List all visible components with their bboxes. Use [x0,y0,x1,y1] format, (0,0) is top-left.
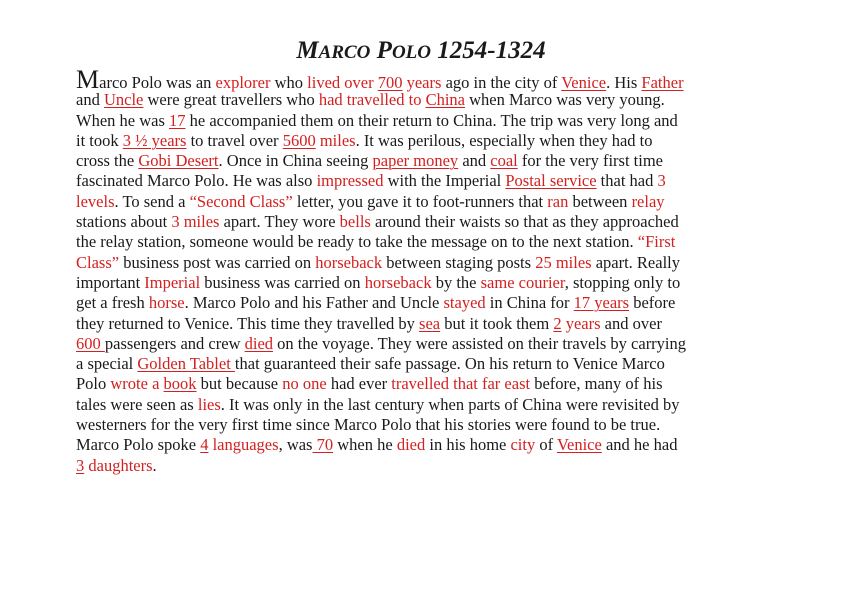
highlighted-term: 3 [657,171,666,191]
text-line [76,334,788,354]
text-line [76,374,788,394]
text-segment: and he had [601,435,678,455]
highlighted-term: wrote a [110,374,164,394]
highlighted-term: impressed [316,171,384,191]
text-segment: passengers and crew [104,333,245,353]
text-line [76,111,788,131]
text-segment: ago in the city of [441,73,562,92]
text-line [76,314,788,334]
text-segment: had ever [326,374,392,394]
highlighted-term: Postal service [505,171,597,191]
text-segment: and over [600,313,662,333]
text-segment: important [76,272,145,292]
text-segment: . It was only in the last century when parts of China were revisited by [220,394,680,414]
highlighted-term: stayed [443,293,486,313]
text-segment: . Once in China seeing [218,151,373,171]
highlighted-term: horseback [315,252,383,272]
text-segment: but it took them [440,313,554,333]
highlighted-term: 4 [200,435,209,455]
highlighted-term: coal [490,151,518,171]
highlighted-term: paper money [372,151,459,171]
text-segment: the relay station, someone would be ready to take the message on to the next station. [76,232,638,252]
highlighted-term: levels [76,191,115,211]
text-line [76,131,788,151]
highlighted-term: city [510,435,536,455]
text-segment: and [458,151,491,171]
highlighted-term: had travelled to [318,90,426,110]
highlighted-term: explorer [215,73,271,92]
text-segment: he accompanied them on their return to China. The trip was very long and [185,110,678,130]
text-segment: . [152,455,157,475]
text-segment: in China for [485,293,574,313]
highlighted-term: sea [419,313,441,333]
text-segment: westerners for the very first time since Marco Polo that his stories were found to be true. [76,415,661,435]
highlighted-term: China [425,90,466,110]
highlighted-term: same courier [480,272,565,292]
text-segment: in his home [425,435,511,455]
text-segment: when he [333,435,397,455]
text-segment: cross the [76,151,139,171]
text-segment: . Marco Polo and his Father and Uncle [184,293,444,313]
text-segment: between [568,191,632,211]
text-line [76,192,788,212]
text-line [76,90,788,110]
text-line [76,395,788,415]
text-line [76,415,788,435]
title-initial-p: P [376,37,392,64]
highlighted-term: Golden Tablet [137,354,235,374]
text-segment: apart. They wore [219,212,340,232]
highlighted-term: miles [319,130,356,150]
highlighted-term: “First [637,232,676,252]
text-segment: for the very first time [517,151,663,171]
highlighted-term: lies [197,394,221,414]
article-body [76,65,788,476]
highlighted-term: Father [641,73,684,92]
text-segment: , stopping only to [564,272,681,292]
highlighted-term: years [565,313,601,333]
text-line [76,232,788,252]
text-segment: when Marco was very young. [465,90,665,110]
title-initial-m: M [296,37,319,64]
highlighted-term: died [396,435,426,455]
highlighted-term: Imperial [144,272,201,292]
text-segment: stations about [76,212,172,232]
highlighted-term: “Second Class” [189,191,293,211]
highlighted-term: lived over [307,73,374,92]
highlighted-term: Venice [556,435,602,455]
text-line [76,212,788,232]
text-segment: but because [196,374,283,394]
highlighted-term: 2 [553,313,562,333]
text-segment: before, many of his [530,374,663,394]
text-segment: Marco Polo was an [76,65,216,94]
page-title [0,36,842,68]
text-segment: When he was [76,110,170,130]
text-segment: it took [76,130,123,150]
text-segment: get a fresh [76,293,149,313]
highlighted-term: book [163,374,197,394]
highlighted-term: 600 [76,333,105,353]
highlighted-term: 25 miles [535,252,592,272]
highlighted-term: years [406,73,442,92]
highlighted-term: daughters [88,455,153,475]
text-segment: that had [596,171,658,191]
text-segment: , was [278,435,313,455]
text-segment: on the voyage. They were assisted on their travels by carrying [273,333,687,353]
highlighted-term: ran [547,191,569,211]
highlighted-term: travelled that far east [391,374,531,394]
text-segment: they returned to Venice. This time they travelled by [76,313,420,333]
text-segment: between staging posts [382,252,536,272]
text-segment: with the Imperial [383,171,506,191]
text-segment: were great travellers who [143,90,319,110]
highlighted-term: horseback [364,272,432,292]
title-years: 1254-1324 [437,37,546,64]
highlighted-term: bells [339,212,371,232]
text-line [76,171,788,191]
text-segment: before [629,293,676,313]
text-line [76,65,788,94]
text-segment: of [535,435,557,455]
title-word-arco: ARCO [318,42,371,63]
highlighted-term: 17 years [573,293,630,313]
text-segment: . It was perilous, especially when they had to [355,130,653,150]
text-line [76,253,788,273]
text-segment: that guaranteed their safe passage. On his return to Venice Marco [234,354,665,374]
text-line [76,435,788,455]
highlighted-term: 17 [169,110,186,130]
text-line [76,151,788,171]
text-segment: Marco Polo spoke [76,435,201,455]
highlighted-term: 700 [377,73,403,92]
text-line [76,293,788,313]
highlighted-term: no one [282,374,327,394]
text-segment: apart. Really [591,252,680,272]
text-line [76,456,788,476]
highlighted-term: Venice [561,73,607,92]
text-segment: business was carried on [200,272,365,292]
highlighted-term: Class” [76,252,120,272]
highlighted-term: died [244,333,274,353]
highlighted-term: Uncle [103,90,144,110]
highlighted-term: relay [631,191,665,211]
highlighted-term: Gobi Desert [138,151,219,171]
text-segment: a special [76,354,138,374]
text-segment: letter, you gave it to foot-runners that [292,191,548,211]
highlighted-term: languages [212,435,279,455]
highlighted-term: 5600 [282,130,316,150]
text-segment: around their waists so that as they approached [370,212,679,232]
highlighted-term: 3 [76,455,85,475]
highlighted-term: horse [148,293,185,313]
text-segment: who [270,73,308,92]
title-word-olo: OLO [391,42,431,63]
highlighted-term: 3 ½ years [122,130,187,150]
highlighted-term: 3 miles [171,212,220,232]
text-line [76,273,788,293]
text-line [76,354,788,374]
text-segment: . His [606,73,642,92]
text-segment: . To send a [114,191,190,211]
text-segment: by the [431,272,481,292]
text-segment: business post was carried on [119,252,316,272]
highlighted-term: 70 [312,435,334,455]
drop-cap: M [76,65,100,94]
text-segment: to travel over [186,130,283,150]
text-segment: Polo [76,374,111,394]
text-segment: fascinated Marco Polo. He was also [76,171,317,191]
text-segment: and [76,90,104,110]
text-segment: tales were seen as [76,394,198,414]
